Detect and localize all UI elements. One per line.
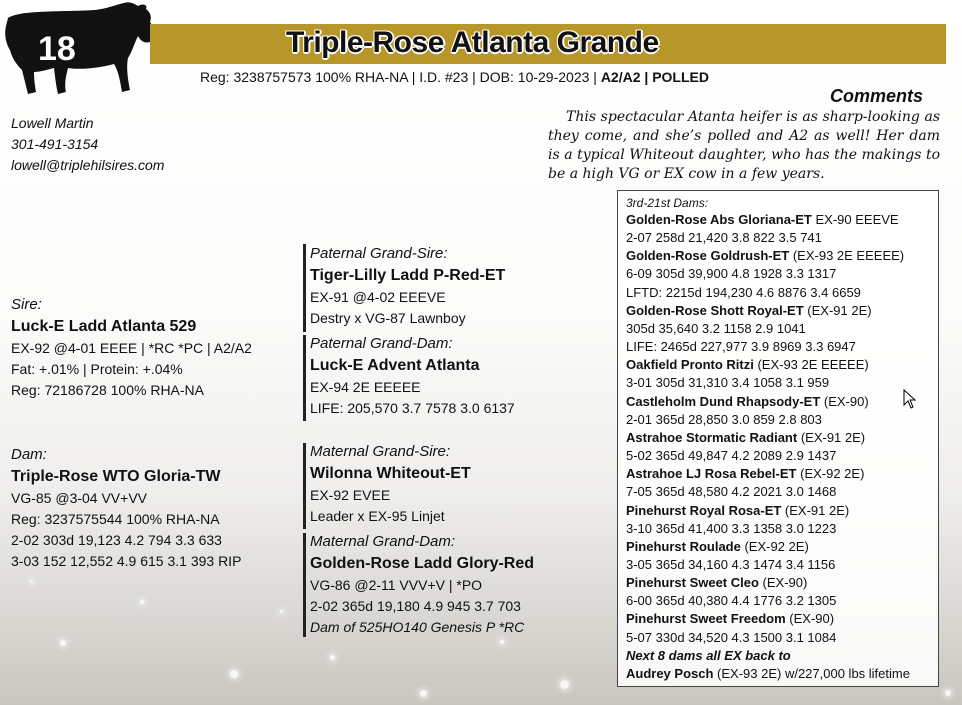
dam-entry: [626, 211, 938, 229]
contact-info: [11, 113, 164, 176]
maternal-granddam-name: Golden-Rose Ladd Glory-Red: [310, 555, 535, 572]
sire-name: Luck-E Ladd Atlanta 529: [11, 318, 197, 335]
deep-pedigree-box: [617, 190, 939, 687]
registration-bold: A2/A2 | POLLED: [600, 69, 709, 85]
contact-phone: 301-491-3154: [11, 136, 99, 152]
dam-entry-record: 5-02 365d 49,847 4.2 2089 2.9 1437: [626, 448, 837, 464]
sire-line: EX-92 @4-01 EEEE | *RC *PC | A2/A2: [11, 340, 252, 356]
maternal-grandsire-block: [310, 441, 471, 527]
foundation-dam: [626, 665, 938, 683]
dam-entry: [626, 393, 938, 411]
dam-entry: [626, 356, 938, 374]
dam-entry: [626, 302, 938, 320]
dam-line: 2-02 303d 19,123 4.2 794 3.3 633: [11, 532, 222, 548]
paternal-grandsire-line: Destry x VG-87 Lawnboy: [310, 310, 466, 326]
foundation-dam-name: Audrey Posch: [626, 665, 714, 681]
comments-text: This spectacular Atanta heifer is as sharp-looking as they come, and she’s polled and A2 as well! Her dam is a typical Whiteout daughter, who has the makings to be a high VG or EX cow in a few years.: [548, 109, 940, 182]
dam-entry: [626, 574, 938, 592]
dam-block: [11, 444, 241, 572]
maternal-granddam-line: 2-02 365d 19,180 4.9 945 3.7 703: [310, 598, 521, 614]
paternal-grandsire-bracket: [303, 244, 306, 332]
dam-entry-record: 3-10 365d 41,400 3.3 1358 3.0 1223: [626, 520, 837, 536]
maternal-grandsire-bracket: [303, 443, 306, 529]
maternal-granddam-block: [310, 531, 534, 638]
comments-heading: Comments: [830, 86, 924, 106]
dam-entry: [626, 502, 938, 520]
dam-entry-record: 6-09 305d 39,900 4.8 1928 3.3 1317: [626, 266, 837, 282]
dam-entry-record: LIFE: 2465d 227,977 3.9 8969 3.3 6947: [626, 339, 856, 355]
dam-line: VG-85 @3-04 VV+VV: [11, 490, 148, 506]
maternal-granddam-note: Dam of 525HO140 Genesis P *RC: [310, 619, 525, 635]
dam-entry: [626, 465, 938, 483]
dam-entry-name: Pinehurst Sweet Freedom: [626, 611, 786, 627]
contact-name: Lowell Martin: [11, 115, 94, 131]
dam-line: 3-03 152 12,552 4.9 615 3.1 393 RIP: [11, 553, 242, 569]
dam-entry: [626, 610, 938, 628]
dam-entry-record: 5-07 330d 34,520 4.3 1500 3.1 1084: [626, 629, 837, 645]
dam-entry: [626, 429, 938, 447]
dam-entry-name: Astrahoe Stormatic Radiant: [626, 429, 798, 445]
mouse-cursor-icon: [903, 389, 917, 409]
deep-pedigree-footer: Next 8 dams all EX back to: [626, 647, 791, 663]
dam-line: Reg: 3237575544 100% RHA-NA: [11, 511, 220, 527]
dam-entry-record: 3-05 365d 34,160 4.3 1474 3.4 1156: [626, 556, 836, 572]
dam-entry-name: Astrahoe LJ Rosa Rebel-ET: [626, 466, 797, 482]
dam-entry-score: (EX-90): [785, 611, 835, 627]
dam-entry-record: 305d 35,640 3.2 1158 2.9 1041: [626, 320, 806, 336]
dam-entry-score: (EX-92 2E): [796, 466, 865, 482]
animal-title: Triple-Rose Atlanta Grande: [286, 26, 659, 59]
dam-entry-score: (EX-93 2E EEEEE): [753, 357, 869, 373]
dam-label: Dam:: [11, 446, 47, 463]
dam-entry-score: (EX-93 2E EEEEE): [789, 248, 905, 264]
paternal-granddam-block: [310, 333, 515, 419]
dam-entry-name: Golden-Rose Shott Royal-ET: [626, 302, 804, 318]
sire-line: Fat: +.01% | Protein: +.04%: [11, 361, 183, 377]
maternal-granddam-bracket: [303, 533, 306, 637]
dam-entry-record: 7-05 365d 48,580 4.2 2021 3.0 1468: [626, 484, 837, 500]
dam-entry-record: 2-01 365d 28,850 3.0 859 2.8 803: [626, 411, 822, 427]
paternal-granddam-label: Paternal Grand-Dam:: [310, 335, 453, 352]
dam-entry-name: Castleholm Dund Rhapsody-ET: [626, 393, 821, 409]
sire-line: Reg: 72186728 100% RHA-NA: [11, 382, 205, 398]
dam-entry: [626, 538, 938, 556]
dam-entry-record: 6-00 365d 40,380 4.4 1776 3.2 1305: [626, 593, 837, 609]
dam-entry-name: Pinehurst Roulade: [626, 538, 741, 554]
maternal-grandsire-name: Wilonna Whiteout-ET: [310, 465, 471, 482]
paternal-grandsire-line: EX-91 @4-02 EEEVE: [310, 289, 446, 305]
registration-line: [200, 69, 709, 85]
dam-entry-record: LFTD: 2215d 194,230 4.6 8876 3.4 6659: [626, 284, 861, 300]
dam-entry-score: (EX-90): [820, 393, 869, 409]
dam-entry-score: (EX-91 2E): [781, 502, 850, 518]
dam-entry-record: 3-01 305d 31,310 3.4 1058 3.1 959: [626, 375, 830, 391]
paternal-granddam-name: Luck-E Advent Atlanta: [310, 357, 480, 374]
dam-entry-name: Golden-Rose Abs Gloriana-ET: [626, 212, 812, 227]
dam-entry-record: 2-07 258d 21,420 3.8 822 3.5 741: [626, 230, 822, 246]
dam-entry-name: Pinehurst Sweet Cleo: [626, 575, 759, 591]
dam-entry: [626, 247, 938, 265]
paternal-granddam-bracket: [303, 335, 306, 421]
dam-name: Triple-Rose WTO Gloria-TW: [11, 468, 221, 485]
dam-entry-score: (EX-91 2E): [803, 302, 872, 318]
foundation-dam-detail: (EX-93 2E) w/227,000 lbs lifetime: [713, 665, 910, 681]
dam-entry-score: EX-90 EEEVE: [811, 212, 899, 227]
maternal-granddam-line: VG-86 @2-11 VVV+V | *PO: [310, 577, 483, 593]
dam-entry-score: (EX-92 2E): [740, 538, 809, 554]
paternal-grandsire-name: Tiger-Lilly Ladd P-Red-ET: [310, 267, 506, 284]
maternal-granddam-label: Maternal Grand-Dam:: [310, 533, 456, 550]
deep-pedigree-heading: 3rd-21st Dams:: [626, 196, 709, 210]
registration-text: Reg: 3238757573 100% RHA-NA | I.D. #23 | DOB: 10-29-2023 |: [200, 69, 601, 85]
dam-entry-name: Golden-Rose Goldrush-ET: [626, 248, 790, 264]
dam-entry-name: Oakfield Pronto Ritzi: [626, 357, 754, 373]
lot-number: 18: [38, 30, 76, 68]
contact-email: lowell@triplehilsires.com: [11, 157, 165, 173]
paternal-grandsire-block: [310, 243, 505, 329]
paternal-granddam-line: LIFE: 205,570 3.7 7578 3.0 6137: [310, 400, 515, 416]
paternal-granddam-line: EX-94 2E EEEEE: [310, 379, 421, 395]
dam-entry-name: Pinehurst Royal Rosa-ET: [626, 502, 782, 518]
sire-block: [11, 294, 252, 401]
maternal-grandsire-line: EX-92 EVEE: [310, 487, 391, 503]
paternal-grandsire-label: Paternal Grand-Sire:: [310, 245, 448, 262]
maternal-grandsire-label: Maternal Grand-Sire:: [310, 443, 451, 460]
sire-label: Sire:: [11, 296, 42, 313]
maternal-grandsire-line: Leader x EX-95 Linjet: [310, 508, 445, 524]
dam-entry-score: (EX-90): [758, 575, 808, 591]
dam-entry-score: (EX-91 2E): [797, 429, 866, 445]
